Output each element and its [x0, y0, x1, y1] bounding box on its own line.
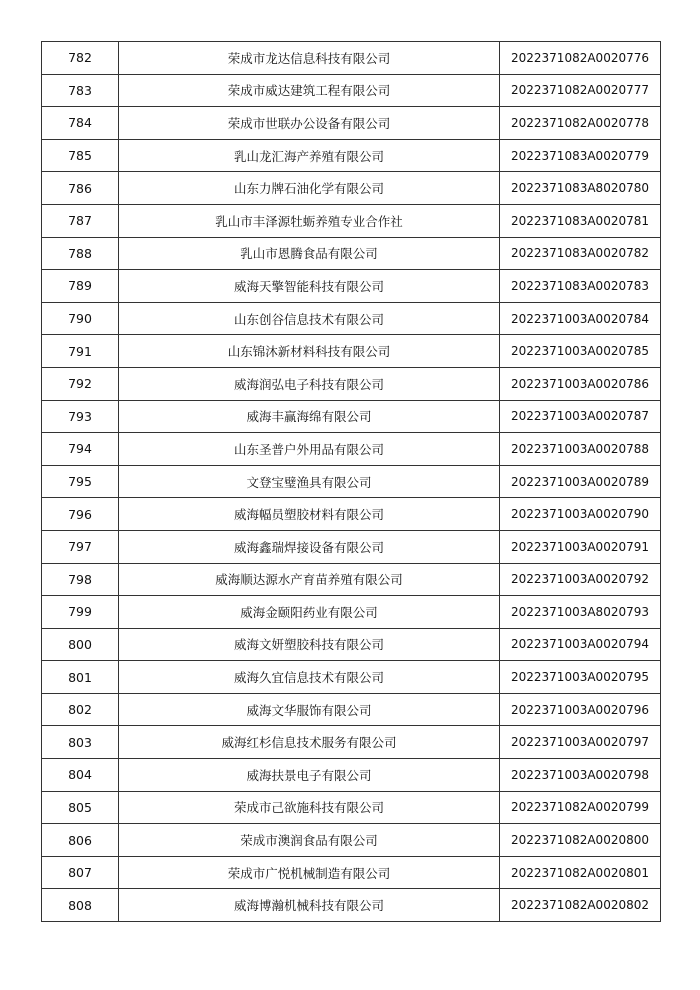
- registration-code-cell: 2022371082A0020777: [500, 74, 661, 107]
- row-number-cell: 798: [42, 563, 119, 596]
- registration-code-cell: 2022371003A0020787: [500, 400, 661, 433]
- row-number-cell: 808: [42, 889, 119, 922]
- table-row: [42, 172, 661, 205]
- registration-code-cell: 2022371083A8020780: [500, 172, 661, 205]
- registration-code-cell: 2022371082A0020802: [500, 889, 661, 922]
- company-name-cell: 威海润弘电子科技有限公司: [119, 367, 500, 400]
- row-number-cell: 788: [42, 237, 119, 270]
- company-name-cell: 威海丰赢海绵有限公司: [119, 400, 500, 433]
- registration-code-cell: 2022371003A0020790: [500, 498, 661, 531]
- table-row: [42, 889, 661, 922]
- registration-code-cell: 2022371003A0020794: [500, 628, 661, 661]
- row-number-cell: 783: [42, 74, 119, 107]
- company-name-cell: 荣成市广悦机械制造有限公司: [119, 856, 500, 889]
- company-name-cell: 荣成市澳润食品有限公司: [119, 824, 500, 857]
- row-number-cell: 787: [42, 204, 119, 237]
- table-row: [42, 139, 661, 172]
- table-row: [42, 367, 661, 400]
- company-name-cell: 山东锦沐新材料科技有限公司: [119, 335, 500, 368]
- registration-code-cell: 2022371003A0020795: [500, 661, 661, 694]
- registration-code-cell: 2022371003A0020785: [500, 335, 661, 368]
- registration-code-cell: 2022371003A0020788: [500, 433, 661, 466]
- company-name-cell: 荣成市世联办公设备有限公司: [119, 107, 500, 140]
- registration-code-cell: 2022371003A0020798: [500, 759, 661, 792]
- registration-code-cell: 2022371083A0020782: [500, 237, 661, 270]
- row-number-cell: 796: [42, 498, 119, 531]
- row-number-cell: 784: [42, 107, 119, 140]
- company-name-cell: 威海鑫瑞焊接设备有限公司: [119, 530, 500, 563]
- row-number-cell: 789: [42, 270, 119, 303]
- company-name-cell: 荣成市威达建筑工程有限公司: [119, 74, 500, 107]
- registration-code-cell: 2022371003A8020793: [500, 596, 661, 629]
- row-number-cell: 790: [42, 302, 119, 335]
- table-row: [42, 759, 661, 792]
- table-row: [42, 400, 661, 433]
- row-number-cell: 782: [42, 42, 119, 75]
- table-row: [42, 596, 661, 629]
- company-name-cell: 威海久宜信息技术有限公司: [119, 661, 500, 694]
- registration-code-cell: 2022371003A0020784: [500, 302, 661, 335]
- row-number-cell: 807: [42, 856, 119, 889]
- table-row: [42, 628, 661, 661]
- company-name-cell: 文登宝璧渔具有限公司: [119, 465, 500, 498]
- registration-code-cell: 2022371003A0020786: [500, 367, 661, 400]
- table-row: [42, 302, 661, 335]
- company-name-cell: 山东力牌石油化学有限公司: [119, 172, 500, 205]
- row-number-cell: 805: [42, 791, 119, 824]
- table-row: [42, 791, 661, 824]
- table-row: [42, 335, 661, 368]
- company-list-table: [41, 41, 661, 922]
- company-name-cell: 荣成市己欲施科技有限公司: [119, 791, 500, 824]
- row-number-cell: 791: [42, 335, 119, 368]
- company-name-cell: 乳山龙汇海产养殖有限公司: [119, 139, 500, 172]
- row-number-cell: 799: [42, 596, 119, 629]
- row-number-cell: 793: [42, 400, 119, 433]
- registration-code-cell: 2022371003A0020791: [500, 530, 661, 563]
- company-name-cell: 威海顺达源水产育苗养殖有限公司: [119, 563, 500, 596]
- registration-code-cell: 2022371082A0020801: [500, 856, 661, 889]
- table-row: [42, 270, 661, 303]
- registration-code-cell: 2022371003A0020792: [500, 563, 661, 596]
- table-row: [42, 726, 661, 759]
- registration-code-cell: 2022371082A0020778: [500, 107, 661, 140]
- row-number-cell: 797: [42, 530, 119, 563]
- row-number-cell: 794: [42, 433, 119, 466]
- row-number-cell: 801: [42, 661, 119, 694]
- row-number-cell: 804: [42, 759, 119, 792]
- registration-code-cell: 2022371083A0020781: [500, 204, 661, 237]
- company-name-cell: 威海文华服饰有限公司: [119, 693, 500, 726]
- row-number-cell: 802: [42, 693, 119, 726]
- company-name-cell: 荣成市龙达信息科技有限公司: [119, 42, 500, 75]
- company-name-cell: 威海文妍塑胶科技有限公司: [119, 628, 500, 661]
- registration-code-cell: 2022371083A0020779: [500, 139, 661, 172]
- table-row: [42, 563, 661, 596]
- company-name-cell: 乳山市恩腾食品有限公司: [119, 237, 500, 270]
- registration-code-cell: 2022371003A0020789: [500, 465, 661, 498]
- table-row: [42, 74, 661, 107]
- company-name-cell: 威海幅员塑胶材料有限公司: [119, 498, 500, 531]
- table-row: [42, 42, 661, 75]
- row-number-cell: 792: [42, 367, 119, 400]
- company-name-cell: 威海红杉信息技术服务有限公司: [119, 726, 500, 759]
- table-body: [42, 42, 661, 922]
- registration-code-cell: 2022371082A0020776: [500, 42, 661, 75]
- company-name-cell: 威海天擎智能科技有限公司: [119, 270, 500, 303]
- row-number-cell: 786: [42, 172, 119, 205]
- table-row: [42, 465, 661, 498]
- row-number-cell: 803: [42, 726, 119, 759]
- row-number-cell: 800: [42, 628, 119, 661]
- table-row: [42, 107, 661, 140]
- registration-code-cell: 2022371003A0020796: [500, 693, 661, 726]
- table-row: [42, 693, 661, 726]
- company-name-cell: 乳山市丰泽源牡蛎养殖专业合作社: [119, 204, 500, 237]
- registration-code-cell: 2022371083A0020783: [500, 270, 661, 303]
- company-name-cell: 威海博瀚机械科技有限公司: [119, 889, 500, 922]
- table-row: [42, 856, 661, 889]
- company-name-cell: 威海金颐阳药业有限公司: [119, 596, 500, 629]
- registration-code-cell: 2022371082A0020799: [500, 791, 661, 824]
- table-row: [42, 433, 661, 466]
- row-number-cell: 806: [42, 824, 119, 857]
- table-row: [42, 661, 661, 694]
- table-row: [42, 530, 661, 563]
- registration-code-cell: 2022371082A0020800: [500, 824, 661, 857]
- table-row: [42, 824, 661, 857]
- table-row: [42, 237, 661, 270]
- row-number-cell: 795: [42, 465, 119, 498]
- company-name-cell: 山东创谷信息技术有限公司: [119, 302, 500, 335]
- row-number-cell: 785: [42, 139, 119, 172]
- registration-code-cell: 2022371003A0020797: [500, 726, 661, 759]
- company-name-cell: 山东圣普户外用品有限公司: [119, 433, 500, 466]
- company-name-cell: 威海扶景电子有限公司: [119, 759, 500, 792]
- table-row: [42, 498, 661, 531]
- table-row: [42, 204, 661, 237]
